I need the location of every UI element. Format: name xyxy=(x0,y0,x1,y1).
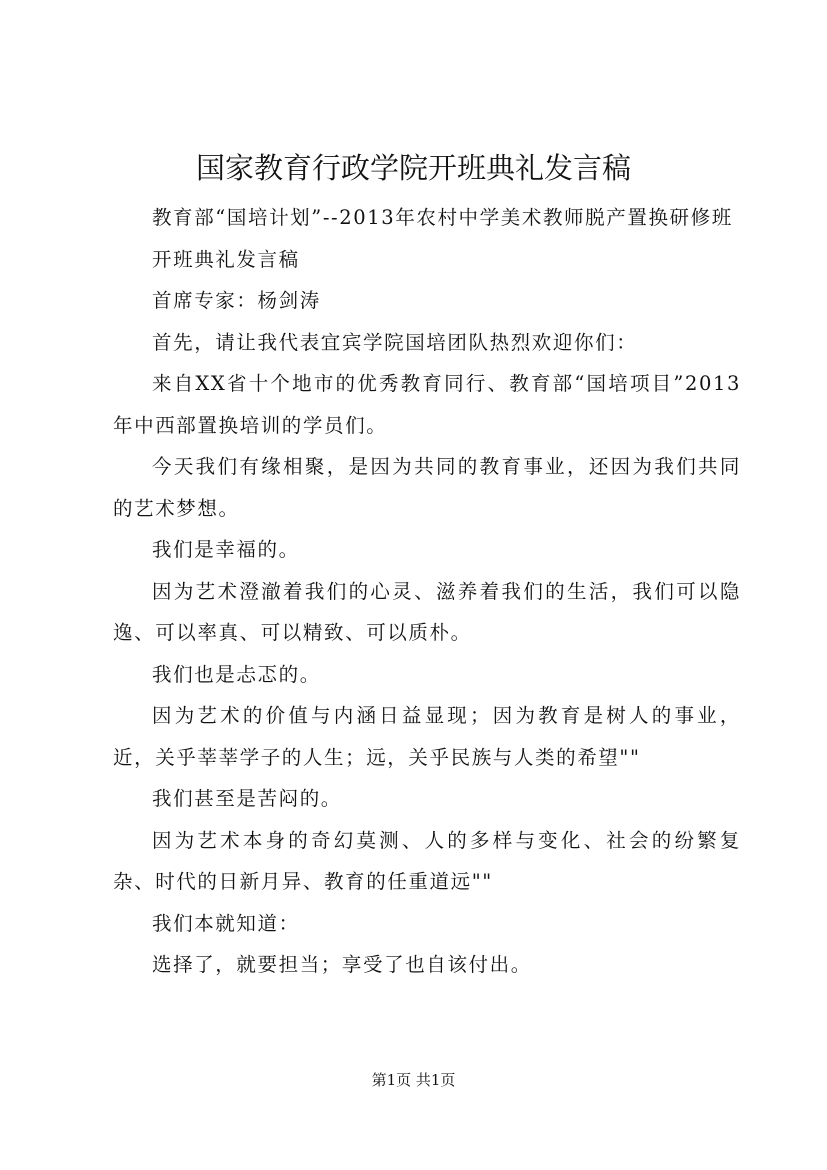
paragraph: 我们甚至是苦闷的。 xyxy=(152,787,342,810)
paragraph: 因为艺术的价值与内涵日益显现；因为教育是树人的事业，近，关乎莘莘学子的人生；远，关乎民族与人类的希望"" xyxy=(113,704,741,769)
document-body xyxy=(113,197,741,986)
page-number-footer: 第1页 共1页 xyxy=(371,1071,456,1089)
paragraph: 来自XX省十个地市的优秀教育同行、教育部“国培项目”2013年中西部置换培训的学员们。 xyxy=(113,372,741,437)
paragraph: 选择了，就要担当；享受了也自该付出。 xyxy=(152,953,532,976)
paragraph: 我们本就知道： xyxy=(152,911,300,935)
paragraph: 因为艺术本身的奇幻莫测、人的多样与变化、社会的纷繁复杂、时代的日新月异、教育的任重道远"" xyxy=(113,828,741,893)
paragraph: 首先，请让我代表宜宾学院国培团队热烈欢迎你们： xyxy=(152,330,638,354)
paragraph-speech-heading: 开班典礼发言稿 xyxy=(152,247,300,271)
paragraph: 我们是幸福的。 xyxy=(152,538,300,561)
paragraph-program-name: 教育部“国培计划”--2013年农村中学美术教师脱产置换研修班 xyxy=(152,206,733,229)
paragraph: 今天我们有缘相聚，是因为共同的教育事业，还因为我们共同的艺术梦想。 xyxy=(113,455,741,520)
paragraph: 我们也是忐忑的。 xyxy=(152,662,321,686)
paragraph: 因为艺术澄澈着我们的心灵、滋养着我们的生活，我们可以隐逸、可以率真、可以精致、可以质朴。 xyxy=(113,579,741,644)
paragraph-chief-expert: 首席专家：杨剑涛 xyxy=(152,289,321,312)
document-title: 国家教育行政学院开班典礼发言稿 xyxy=(195,151,631,185)
